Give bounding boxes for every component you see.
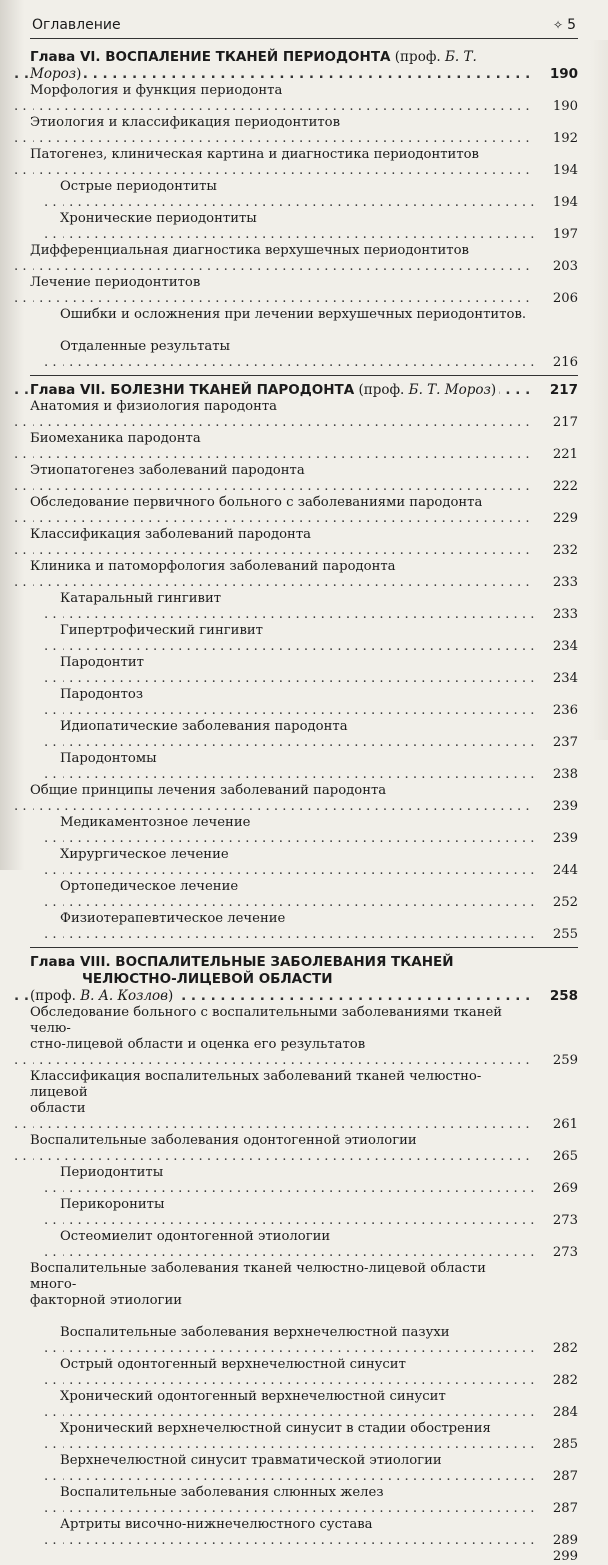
toc-entry-page: 234 bbox=[538, 639, 578, 655]
toc-entry bbox=[30, 783, 578, 815]
toc-entry-text bbox=[30, 431, 532, 462]
toc-entry-text bbox=[30, 275, 532, 306]
toc-entry bbox=[30, 1389, 578, 1421]
toc-entry-text bbox=[60, 911, 532, 942]
toc-entry bbox=[30, 559, 578, 591]
toc-entry-text bbox=[60, 1517, 532, 1548]
toc-entry-text bbox=[60, 879, 532, 910]
chapter-author bbox=[30, 988, 173, 1004]
toc-entry-page: 232 bbox=[538, 543, 578, 559]
toc-entry-page: 252 bbox=[538, 895, 578, 911]
toc-entry-page: 259 bbox=[538, 1053, 578, 1069]
toc-entry bbox=[30, 879, 578, 911]
header-title: Оглавление bbox=[32, 17, 121, 33]
chapter-title: Глава VII. БОЛЕЗНИ ТКАНЕЙ ПАРОДОНТА bbox=[30, 382, 355, 398]
toc-entry-line: Патогенез, клиническая картина и диагностика периодонтитов bbox=[30, 147, 479, 162]
toc-entry bbox=[30, 623, 578, 655]
toc-entry-page: 234 bbox=[538, 671, 578, 687]
toc-entry bbox=[30, 1325, 578, 1357]
toc-entry-page: 233 bbox=[538, 607, 578, 623]
toc-entry-line: Воспалительные заболевания тканей челюстно-лицевой области много- bbox=[30, 1261, 486, 1292]
toc-entry bbox=[30, 1005, 578, 1069]
toc-entry-line: Морфология и функция периодонта bbox=[30, 83, 283, 98]
toc-entry-line: Пародонтит bbox=[60, 655, 144, 670]
toc-entry-line: Классификация воспалительных заболеваний тканей челюстно-лицевой bbox=[30, 1069, 482, 1100]
toc-entry-page: 238 bbox=[538, 767, 578, 783]
toc-entry bbox=[30, 847, 578, 879]
toc-entry-page: 190 bbox=[538, 99, 578, 115]
toc-entry-text bbox=[30, 1005, 532, 1068]
chapter-title-line2: ЧЕЛЮСТНО-ЛИЦЕВОЙ ОБЛАСТИ bbox=[82, 971, 333, 987]
toc-entry-line: Пародонтомы bbox=[60, 751, 157, 766]
author-prefix: (проф. bbox=[394, 49, 441, 65]
toc-entry-line2: факторной этиологии bbox=[30, 1293, 183, 1308]
toc-entry bbox=[30, 1229, 578, 1261]
toc-entry-page: 287 bbox=[538, 1469, 578, 1485]
toc-entry-text bbox=[60, 179, 532, 210]
toc-entry-text bbox=[60, 655, 532, 686]
toc-entry bbox=[30, 527, 578, 559]
toc-entry-line: Обследование первичного больного с заболеваниями пародонта bbox=[30, 495, 483, 510]
toc-entry bbox=[30, 719, 578, 751]
toc-entry-page: 284 bbox=[538, 1405, 578, 1421]
toc-entry-line: Перикорониты bbox=[60, 1197, 165, 1212]
chapter-author bbox=[354, 382, 496, 398]
toc-entry-text bbox=[30, 559, 532, 590]
chapter-page: 217 bbox=[538, 382, 578, 399]
toc-entry-page: 229 bbox=[538, 511, 578, 527]
toc-entry-page: 194 bbox=[538, 163, 578, 179]
toc-entry-text bbox=[30, 783, 532, 814]
chapter-divider bbox=[30, 375, 578, 376]
toc-entry-line: Классификация заболеваний пародонта bbox=[30, 527, 312, 542]
toc-entry-text bbox=[60, 1453, 532, 1484]
toc-entry-line: Гипертрофический гингивит bbox=[60, 623, 263, 638]
toc-entry-text bbox=[30, 399, 532, 430]
toc-entry bbox=[30, 751, 578, 783]
toc-entry-line: Пародонтоз bbox=[60, 687, 144, 702]
toc-entry-line: Хронический верхнечелюстной синусит в стадии обострения bbox=[60, 1421, 491, 1436]
diamond-ornament-icon: ✧ bbox=[553, 18, 564, 32]
chapter-page: 258 bbox=[538, 988, 578, 1005]
toc-entry bbox=[30, 307, 578, 339]
toc-entry-line2: стно-лицевой области и оценка его результатов bbox=[30, 1037, 366, 1052]
toc-entry-line: Анатомия и физиология пародонта bbox=[30, 399, 278, 414]
toc-entry bbox=[30, 1165, 578, 1197]
toc-entry-text bbox=[30, 463, 532, 494]
toc-entry-line: Острые периодонтиты bbox=[60, 179, 217, 194]
toc-entry bbox=[30, 591, 578, 623]
toc-entry bbox=[30, 1485, 578, 1517]
toc-entry-text bbox=[60, 211, 532, 242]
toc-entry-line: Дифференциальная диагностика верхушечных периодонтитов bbox=[30, 243, 469, 258]
toc-entry-line: Острый одонтогенный верхнечелюстной синусит bbox=[60, 1357, 406, 1372]
toc-entry bbox=[30, 211, 578, 243]
toc-entry-text bbox=[30, 1133, 532, 1164]
toc-entry-text bbox=[60, 591, 532, 622]
toc-entry bbox=[30, 431, 578, 463]
toc-entry bbox=[30, 495, 578, 527]
toc-entry-page: 192 bbox=[538, 131, 578, 147]
toc-entry-page: 282 bbox=[538, 1373, 578, 1389]
toc-entry-text bbox=[60, 815, 532, 846]
toc-entry-line: Клиника и патоморфология заболеваний пародонта bbox=[30, 559, 396, 574]
toc-entry bbox=[30, 1453, 578, 1485]
chapter-title-block bbox=[30, 954, 532, 1004]
toc-entry-line: Этиология и классификация периодонтитов bbox=[30, 115, 341, 130]
toc-entry-text bbox=[60, 847, 532, 878]
toc-entry bbox=[30, 1517, 578, 1549]
toc-entry bbox=[30, 911, 578, 943]
toc-entry-text bbox=[30, 147, 532, 178]
toc-entry bbox=[30, 1197, 578, 1229]
header-page-number bbox=[553, 17, 576, 33]
toc-entry-line: Обследование больного с воспалительными заболеваниями тканей челю- bbox=[30, 1005, 503, 1036]
toc-entry-page: 255 bbox=[538, 927, 578, 943]
toc-entry-page: 244 bbox=[538, 863, 578, 879]
toc-entry-text bbox=[60, 1325, 532, 1356]
toc-entry-line: Идиопатические заболевания пародонта bbox=[60, 719, 348, 734]
toc-entry-page: 289 bbox=[538, 1533, 578, 1549]
toc-entry-line: Общие принципы лечения заболеваний пародонта bbox=[30, 783, 387, 798]
toc-entry-page: 239 bbox=[538, 799, 578, 815]
toc-entry bbox=[30, 1357, 578, 1389]
toc-entry bbox=[30, 1549, 578, 1565]
toc-entry-page: 197 bbox=[538, 227, 578, 243]
author-prefix: (проф. bbox=[358, 382, 405, 398]
toc-entry-text bbox=[30, 115, 532, 146]
toc-entry-line: Артриты височно-нижнечелюстного сустава bbox=[60, 1517, 373, 1532]
toc-entry-page: 282 bbox=[538, 1341, 578, 1357]
toc-entry-page: 273 bbox=[538, 1213, 578, 1229]
toc-entry-page: 269 bbox=[538, 1181, 578, 1197]
toc-entry-line: Хирургическое лечение bbox=[60, 847, 229, 862]
toc-entry-line: Воспалительные заболевания верхнечелюстной пазухи bbox=[60, 1325, 450, 1340]
toc-entry bbox=[30, 399, 578, 431]
author-suffix: ) bbox=[76, 66, 82, 82]
toc-entry-line: Этиопатогенез заболеваний пародонта bbox=[30, 463, 305, 478]
toc-entry-text bbox=[60, 751, 532, 782]
toc-entry-line: Медикаментозное лечение bbox=[60, 815, 251, 830]
toc-entry-page: 299 bbox=[538, 1549, 578, 1565]
toc-entry bbox=[30, 115, 578, 147]
toc-entry bbox=[30, 339, 578, 371]
toc-entry-text bbox=[60, 307, 532, 338]
toc-entry-text bbox=[60, 1165, 532, 1196]
toc-entry-line: Биомеханика пародонта bbox=[30, 431, 201, 446]
toc-entry-line: Ошибки и осложнения при лечении верхушечных периодонтитов. bbox=[60, 307, 527, 322]
chapter-title: Глава VIII. ВОСПАЛИТЕЛЬНЫЕ ЗАБОЛЕВАНИЯ ТКАНЕЙ bbox=[30, 954, 454, 970]
toc-entry-page: 217 bbox=[538, 415, 578, 431]
toc-entry bbox=[30, 1069, 578, 1133]
toc-entry-page: 273 bbox=[538, 1245, 578, 1261]
chapter-title: Глава VI. ВОСПАЛЕНИЕ ТКАНЕЙ ПЕРИОДОНТА bbox=[30, 49, 391, 65]
toc-entry-text bbox=[60, 719, 532, 750]
toc-entry-text bbox=[30, 495, 532, 526]
author-prefix: (проф. bbox=[30, 988, 76, 1004]
toc-entry-page: 216 bbox=[538, 355, 578, 371]
toc-entry-line: Остеомиелит одонтогенной этиологии bbox=[60, 1229, 331, 1244]
page-bleed-through bbox=[590, 40, 608, 740]
toc-entry bbox=[30, 147, 578, 179]
chapter-page: 190 bbox=[538, 66, 578, 83]
chapter-heading bbox=[30, 954, 578, 1005]
toc-entry-text bbox=[30, 1261, 532, 1324]
toc-entry-text bbox=[60, 1421, 532, 1452]
toc-entry-text bbox=[60, 1197, 532, 1228]
toc-entry bbox=[30, 815, 578, 847]
chapter-heading bbox=[30, 382, 578, 399]
toc-entry-text bbox=[60, 623, 532, 654]
toc-entry-page: 236 bbox=[538, 703, 578, 719]
toc-entry-text bbox=[30, 83, 532, 114]
toc-entry bbox=[30, 463, 578, 495]
toc-entry-page: 233 bbox=[538, 575, 578, 591]
toc-entry-line: Хронический одонтогенный верхнечелюстной синусит bbox=[60, 1389, 446, 1404]
toc-entry-text bbox=[60, 687, 532, 718]
chapter-title-block bbox=[30, 49, 477, 82]
chapter-heading bbox=[30, 49, 578, 83]
toc-entry-line2: области bbox=[30, 1101, 86, 1116]
toc-entry-line: Воспалительные заболевания одонтогенной этиологии bbox=[30, 1133, 417, 1148]
toc-entry bbox=[30, 243, 578, 275]
page-number: 5 bbox=[567, 17, 576, 33]
toc-entry-page: 194 bbox=[538, 195, 578, 211]
author-name: Б. Т. Мороз bbox=[408, 382, 491, 398]
toc-entry-line: Катаральный гингивит bbox=[60, 591, 222, 606]
toc-entry-page: 239 bbox=[538, 831, 578, 847]
toc-entry-page: 222 bbox=[538, 479, 578, 495]
toc-entry-page: 206 bbox=[538, 291, 578, 307]
toc-entry-page: 265 bbox=[538, 1149, 578, 1165]
toc-entry-line: Ортопедическое лечение bbox=[60, 879, 239, 894]
toc-entry-line: Периодонтиты bbox=[60, 1165, 164, 1180]
toc-entry bbox=[30, 83, 578, 115]
toc-entry bbox=[30, 1133, 578, 1165]
toc-entry-text bbox=[60, 339, 532, 370]
toc-entry-text bbox=[30, 1069, 532, 1132]
author-suffix: ) bbox=[168, 988, 174, 1004]
toc-entry bbox=[30, 687, 578, 719]
toc-entry-text bbox=[30, 243, 532, 274]
toc-entry-line: Физиотерапевтическое лечение bbox=[60, 911, 286, 926]
toc-entry-line: Хронические периодонтиты bbox=[60, 211, 257, 226]
toc-entry-page: 287 bbox=[538, 1501, 578, 1517]
toc-entry-page: 261 bbox=[538, 1117, 578, 1133]
toc-entry-text bbox=[60, 1357, 532, 1388]
toc-entry-text bbox=[60, 1229, 532, 1260]
toc-entry-text bbox=[60, 1485, 532, 1516]
table-of-contents bbox=[30, 43, 578, 1565]
toc-entry bbox=[30, 1421, 578, 1453]
toc-entry-page: 285 bbox=[538, 1437, 578, 1453]
toc-entry-line: Отдаленные результаты bbox=[60, 339, 231, 354]
toc-entry bbox=[30, 275, 578, 307]
author-name: В. А. Козлов bbox=[80, 988, 169, 1004]
toc-entry-page: 203 bbox=[538, 259, 578, 275]
toc-entry-line: Воспалительные заболевания слюнных желез bbox=[60, 1485, 384, 1500]
toc-entry-text bbox=[60, 1389, 532, 1420]
toc-entry-page: 221 bbox=[538, 447, 578, 463]
toc-entry bbox=[30, 1261, 578, 1325]
author-name: Б. Т. Мороз bbox=[30, 49, 477, 82]
toc-entry bbox=[30, 179, 578, 211]
chapter-divider bbox=[30, 947, 578, 948]
running-header bbox=[30, 14, 578, 39]
toc-entry-text bbox=[30, 527, 532, 558]
toc-entry bbox=[30, 655, 578, 687]
chapter-title-block bbox=[30, 382, 499, 398]
toc-entry-line: Лечение периодонтитов bbox=[30, 275, 201, 290]
author-suffix: ) bbox=[490, 382, 497, 398]
toc-entry-line: Верхнечелюстной синусит травматической этиологии bbox=[60, 1453, 442, 1468]
toc-entry-page: 237 bbox=[538, 735, 578, 751]
